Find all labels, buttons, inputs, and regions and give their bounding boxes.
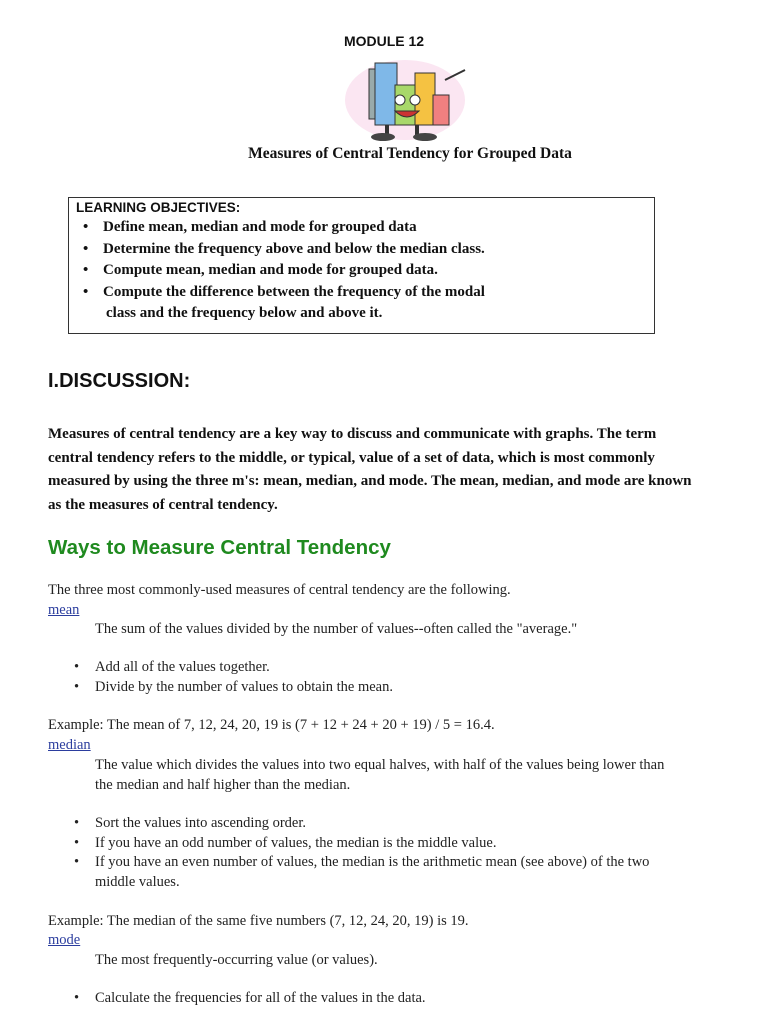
list-item: • Sort the values into ascending order. (48, 814, 649, 834)
objective-item: • Define mean, median and mode for grouped data (81, 217, 485, 239)
list-item-continued: middle values. (95, 873, 180, 890)
list-item: • Add all of the values together. (48, 658, 393, 678)
bar-chart-mascot-illustration (345, 55, 470, 143)
objective-item: • Compute mean, median and mode for grouped data. (81, 260, 485, 282)
section-heading: Ways to Measure Central Tendency (48, 536, 391, 559)
objective-item: • Compute the difference between the frequency of the modal (81, 282, 485, 304)
mode-steps (48, 989, 426, 1009)
discussion-paragraph (48, 423, 738, 517)
median-steps (48, 814, 649, 892)
mean-example: Example: The mean of 7, 12, 24, 20, 19 is (7 + 12 + 24 + 20 + 19) / 5 = 16.4. (48, 717, 495, 733)
text-line: measured by using the three m's: mean, median, and mode. The mean, median, and mode are known (48, 473, 692, 489)
intro-text: The three most commonly-used measures of central tendency are the following. (48, 582, 511, 598)
list-item: • Divide by the number of values to obtain the mean. (48, 678, 393, 698)
mean-steps (48, 658, 393, 697)
text-line: the median and half higher than the median. (95, 776, 351, 793)
objective-item-continued: class and the frequency below and above it. (106, 305, 383, 321)
mean-definition: The sum of the values divided by the number of values--often called the "average." (95, 621, 578, 637)
list-item: • If you have an odd number of values, the median is the middle value. (48, 834, 649, 854)
list-item: • Calculate the frequencies for all of the values in the data. (48, 989, 426, 1009)
median-link[interactable]: median (48, 737, 91, 753)
median-example: Example: The median of the same five numbers (7, 12, 24, 20, 19) is 19. (48, 913, 469, 929)
text-line: The value which divides the values into two equal halves, with half of the values being lower than (95, 757, 665, 773)
text-line: Measures of central tendency are a key way to discuss and communicate with graphs. The term (48, 426, 657, 442)
learning-objectives-box (68, 197, 655, 334)
discussion-heading: I.DISCUSSION: (48, 370, 191, 392)
mean-link[interactable]: mean (48, 602, 80, 618)
text-line: as the measures of central tendency. (48, 496, 278, 513)
objectives-heading: LEARNING OBJECTIVES: (76, 200, 241, 215)
objective-item: • Determine the frequency above and below the median class. (81, 239, 485, 261)
module-label: MODULE 12 (343, 33, 425, 49)
module-title: Measures of Central Tendency for Grouped Data (248, 145, 572, 162)
mode-link[interactable]: mode (48, 932, 81, 948)
text-line: central tendency refers to the middle, or typical, value of a set of data, which is most commonly (48, 449, 655, 466)
list-item: • If you have an even number of values, the median is the arithmetic mean (see above) of the two (48, 853, 649, 873)
mode-definition: The most frequently-occurring value (or values). (95, 952, 378, 968)
median-definition (48, 756, 664, 795)
